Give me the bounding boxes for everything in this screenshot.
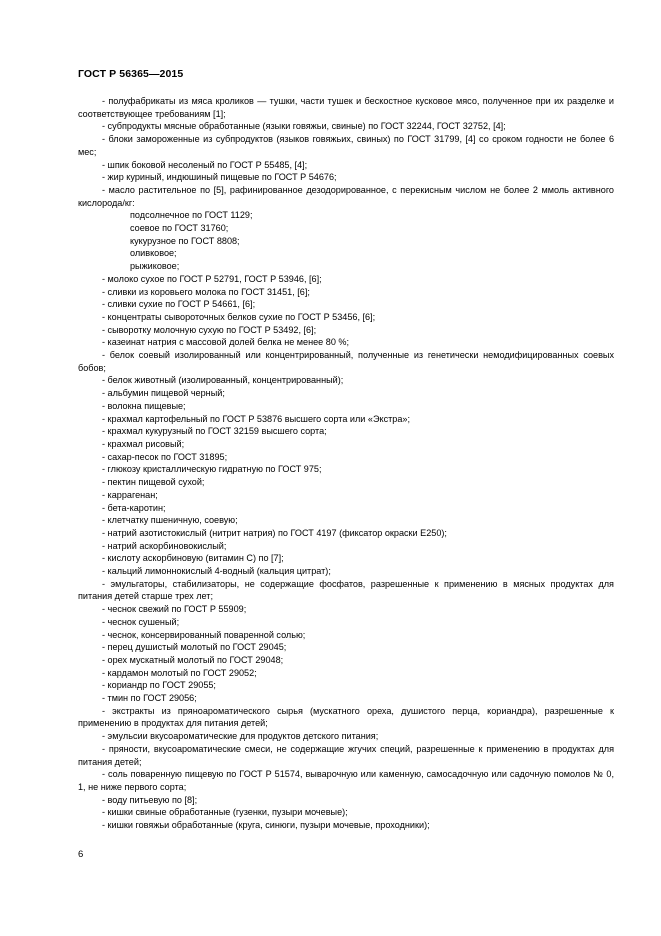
- list-item: - пряности, вкусоароматические смеси, не содержащие жгучих специй, разрешенные к применению в продуктах для питания детей;: [78, 743, 614, 767]
- list-item: - белок соевый изолированный или концентрированный, полученные из генетически немодифицированных соевых бобов;: [78, 350, 614, 373]
- list-item: - полуфабрикаты из мяса кроликов — тушки, части тушек и бескостное кусковое мясо, полученное при их разделке и соответствующее требованиям [1];: [78, 96, 614, 119]
- list-item: - масло растительное по [5], рафинированное дезодорированное, с перекисным числом не более 2 ммоль активного кислорода/кг:: [78, 184, 614, 208]
- list-item: - крахмал рисовый;: [102, 438, 185, 449]
- list-item: - кориандр по ГОСТ 29055;: [102, 680, 216, 691]
- list-item: - казеинат натрия с массовой долей белка не менее 80 %;: [102, 337, 350, 348]
- list-item: - эмульгаторы, стабилизаторы, не содержащие фосфатов, разрешенные к применению в мясных продуктах для питания детей старше трех лет;: [78, 578, 614, 602]
- list-item: - кишки свиные обработанные (гузенки, пузыри мочевые);: [102, 807, 348, 818]
- list-item: - сливки сухие по ГОСТ Р 54661, [6];: [102, 299, 256, 310]
- list-item: - шпик боковой несоленый по ГОСТ Р 55485, [4];: [102, 159, 308, 170]
- list-item: - сливки из коровьего молока по ГОСТ 31451, [6];: [102, 286, 310, 297]
- list-item: - пектин пищевой сухой;: [102, 477, 205, 488]
- list-item: - кардамон молотый по ГОСТ 29052;: [102, 667, 257, 678]
- list-item: - натрий аскорбиновокислый;: [102, 540, 227, 551]
- list-item: - волокна пищевые;: [102, 400, 186, 411]
- list-item: - эмульсии вкусоароматические для продуктов детского питания;: [102, 731, 379, 742]
- list-item: - концентраты сывороточных белков сухие по ГОСТ Р 53456, [6];: [102, 311, 376, 322]
- list-item: - блоки замороженные из субпродуктов (языков говяжьих, свиных) по ГОСТ 31799, [4] со сроком годности не более 6 мес;: [78, 134, 614, 157]
- sub-list-item: соевое по ГОСТ 31760;: [130, 223, 229, 234]
- list-item: - глюкозу кристаллическую гидратную по ГОСТ 975;: [102, 464, 322, 475]
- list-item: - белок животный (изолированный, концентрированный);: [102, 375, 344, 386]
- list-item: - соль поваренную пищевую по ГОСТ Р 51574, выварочную или каменную, самосадочную или садочную помолов № 0, 1, не ниже первого сорта;: [78, 769, 614, 792]
- list-item: - натрий азотистокислый (нитрит натрия) по ГОСТ 4197 (фиксатор окраски Е250);: [102, 527, 447, 538]
- list-item: - перец душистый молотый по ГОСТ 29045;: [102, 642, 287, 653]
- list-item: - клетчатку пшеничную, соевую;: [102, 515, 238, 526]
- document-body: [78, 95, 614, 832]
- list-item: - кислоту аскорбиновую (витамин С) по [7];: [102, 553, 284, 564]
- list-item: - бета-каротин;: [102, 502, 166, 513]
- sub-list-item: оливковое;: [130, 248, 177, 259]
- list-item: - жир куриный, индюшиный пищевые по ГОСТ Р 54676;: [102, 172, 337, 183]
- sub-list-item: рыжиковое;: [130, 261, 180, 272]
- list-item: - тмин по ГОСТ 29056;: [102, 693, 197, 704]
- list-item: - воду питьевую по [8];: [102, 794, 198, 805]
- sub-list-item: кукурузное по ГОСТ 8808;: [130, 235, 240, 246]
- list-item: - кишки говяжьи обработанные (круга, синюги, пузыри мочевые, проходники);: [102, 820, 430, 831]
- list-item: - чеснок свежий по ГОСТ Р 55909;: [102, 604, 247, 615]
- list-item: - чеснок сушеный;: [102, 616, 180, 627]
- list-item: - орех мускатный молотый по ГОСТ 29048;: [102, 654, 284, 665]
- sub-list-item: подсолнечное по ГОСТ 1129;: [130, 210, 253, 221]
- list-item: - сахар-песок по ГОСТ 31895;: [102, 451, 228, 462]
- list-item: - молоко сухое по ГОСТ Р 52791, ГОСТ Р 53946, [6];: [102, 273, 322, 284]
- list-item: - крахмал кукурузный по ГОСТ 32159 высшего сорта;: [102, 426, 327, 437]
- list-item: - сыворотку молочную сухую по ГОСТ Р 53492, [6];: [102, 324, 317, 335]
- list-item: - экстракты из пряноароматического сырья (мускатного ореха, душистого перца, кориандра), разрешенные к применению в продуктах для питания детей;: [78, 705, 614, 729]
- list-item: - чеснок, консервированный поваренной солью;: [102, 629, 306, 640]
- page-number: 6: [78, 849, 84, 860]
- document-header: ГОСТ Р 56365—2015: [78, 68, 184, 80]
- list-item: - крахмал картофельный по ГОСТ Р 53876 высшего сорта или «Экстра»;: [102, 413, 411, 424]
- list-item: - субпродукты мясные обработанные (языки говяжьи, свиные) по ГОСТ 32244, ГОСТ 32752, [4];: [102, 121, 506, 132]
- list-item: - альбумин пищевой черный;: [102, 388, 225, 399]
- list-item: - кальций лимоннокислый 4-водный (кальция цитрат);: [102, 566, 331, 577]
- list-item: - каррагенан;: [102, 489, 158, 500]
